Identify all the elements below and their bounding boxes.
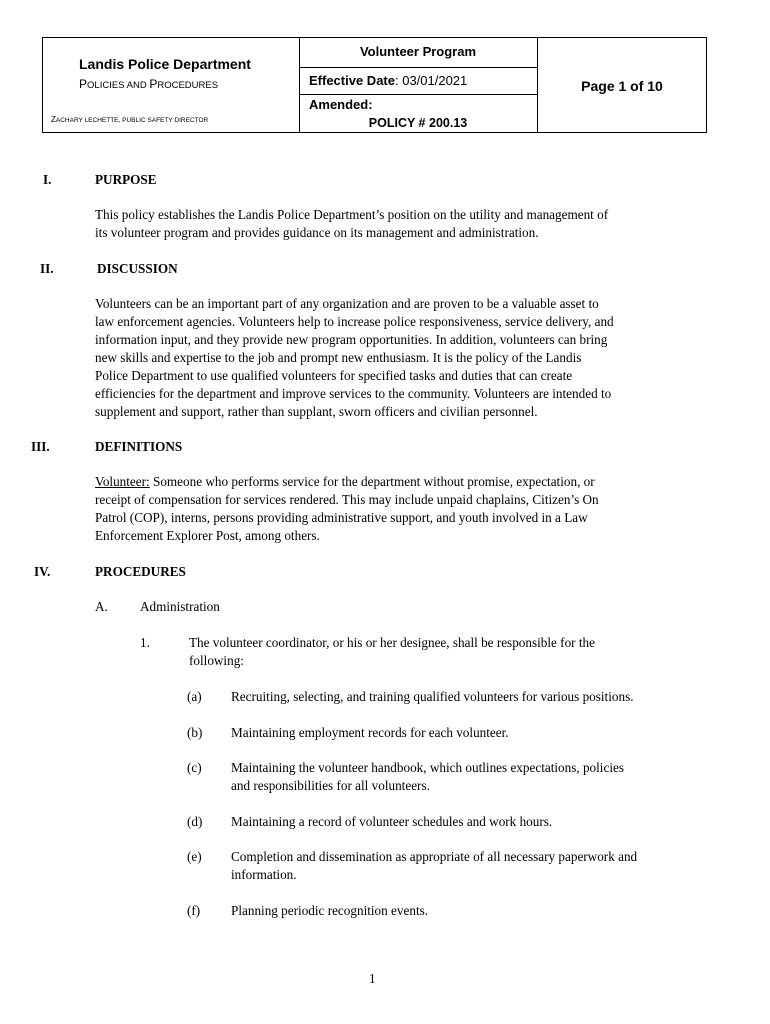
page-indicator: Page 1 of 10 xyxy=(581,78,663,94)
subitem-text: Maintaining employment records for each volunteer. xyxy=(231,725,509,740)
department-name: Landis Police Department xyxy=(79,56,251,72)
discussion-text-line: Volunteers can be an important part of any organization and are proven to be a valuable asset to xyxy=(95,296,599,311)
definition-text-line: Enforcement Explorer Post, among others. xyxy=(95,528,320,543)
definition-text-line: receipt of compensation for services rendered. This may include unpaid chaplains, Citizen’s On xyxy=(95,492,599,507)
header-divider xyxy=(299,94,537,95)
definition-text-line: Volunteer: Someone who performs service for the department without promise, expectation, or xyxy=(95,474,595,489)
list-item-number: 1. xyxy=(140,635,150,650)
subitem-text: Recruiting, selecting, and training qualified volunteers for various positions. xyxy=(231,689,634,704)
program-title: Volunteer Program xyxy=(359,44,477,59)
effective-date: Effective Date: 03/01/2021 xyxy=(309,73,468,88)
section-heading-purpose: PURPOSE xyxy=(95,172,157,187)
subitem-label: (f) xyxy=(187,903,201,918)
subitem-text: Maintaining a record of volunteer schedules and work hours. xyxy=(231,814,553,829)
page-number: 1 xyxy=(369,971,376,986)
subsection-title: Administration xyxy=(140,599,220,614)
amended-label: Amended: xyxy=(309,97,373,112)
subitem-label: (c) xyxy=(187,760,202,775)
director-label: ZACHARY LECHETTE, PUBLIC SAFETY DIRECTOR xyxy=(51,115,209,124)
purpose-text-line: This policy establishes the Landis Police Department’s position on the utility and management of xyxy=(95,207,609,222)
subitem-text: and responsibilities for all volunteers. xyxy=(231,778,430,793)
definition-text-line: Patrol (COP), interns, persons providing administrative support, and youth involved in a Law xyxy=(95,510,588,525)
discussion-text-line: law enforcement agencies. Volunteers help to increase police responsiveness, service delivery, and xyxy=(95,314,614,329)
subitem-label: (d) xyxy=(187,814,203,829)
discussion-text-line: supplement and support, rather than supplant, sworn officers and civilian personnel. xyxy=(95,404,538,419)
subitem-label: (a) xyxy=(187,689,202,704)
subitem-label: (b) xyxy=(187,725,203,740)
policy-number: POLICY # 200.13 xyxy=(368,116,468,130)
subitem-text: Planning periodic recognition events. xyxy=(231,903,429,918)
section-number: III. xyxy=(31,439,50,454)
section-heading-discussion: DISCUSSION xyxy=(97,261,178,276)
subitem-label: (e) xyxy=(187,849,202,864)
subsection-letter: A. xyxy=(95,599,108,614)
section-number: IV. xyxy=(34,564,51,579)
discussion-text-line: efficiencies for the department and improve services to the community. Volunteers are intended to xyxy=(95,386,612,401)
subitem-text: Completion and dissemination as appropriate of all necessary paperwork and xyxy=(231,849,638,864)
section-number: II. xyxy=(40,261,54,276)
header-divider xyxy=(299,67,537,68)
subitem-text: Maintaining the volunteer handbook, which outlines expectations, policies xyxy=(231,760,624,775)
section-heading-procedures: PROCEDURES xyxy=(95,564,186,579)
subitem-text: information. xyxy=(231,867,297,882)
document-header-table xyxy=(42,37,707,133)
discussion-text-line: Police Department to use qualified volunteers for specified tasks and duties that can create xyxy=(95,368,573,383)
discussion-text-line: information input, and they provide new program opportunities. In addition, volunteers can bring xyxy=(95,332,608,347)
discussion-text-line: new skills and expertise to the job and prompt new enthusiasm. It is the policy of the Landis xyxy=(95,350,582,365)
definition-term: Volunteer: xyxy=(95,474,150,489)
purpose-text-line: its volunteer program and provides guidance on its management and administration. xyxy=(95,225,539,240)
section-heading-definitions: DEFINITIONS xyxy=(95,439,183,454)
section-number: I. xyxy=(43,172,52,187)
list-item-text: The volunteer coordinator, or his or her designee, shall be responsible for the xyxy=(189,635,595,650)
list-item-text: following: xyxy=(189,653,244,668)
policies-procedures-label: POLICIES AND PROCEDURES xyxy=(79,77,219,91)
